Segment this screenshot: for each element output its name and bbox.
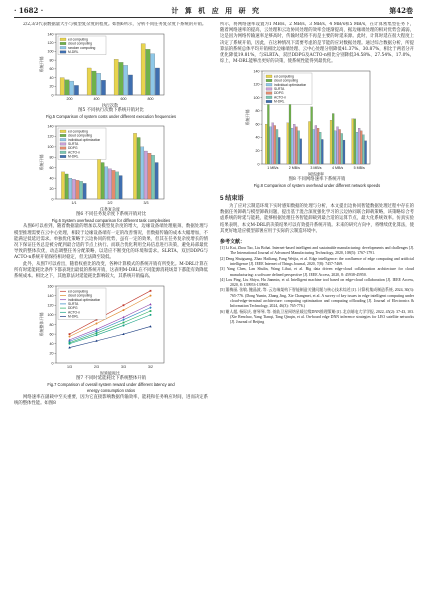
x-tick-label: 1/1 xyxy=(71,200,77,205)
legend-swatch xyxy=(60,155,66,158)
bar xyxy=(276,130,278,165)
bar xyxy=(137,137,140,199)
running-header xyxy=(14,5,413,16)
legend-label: DDPG xyxy=(274,91,284,96)
legend-swatch xyxy=(60,130,66,133)
bar xyxy=(87,68,91,95)
bar xyxy=(155,68,159,95)
legend-label: cloud computing xyxy=(68,41,93,46)
bar xyxy=(321,140,323,165)
fig8-chart xyxy=(220,67,414,177)
legend-swatch xyxy=(60,42,66,45)
legend-label: ed computing xyxy=(68,129,88,134)
legend-label: ACTO-n xyxy=(68,150,81,155)
legend-label: SLRTA xyxy=(274,87,285,92)
y-tick-label: 140 xyxy=(47,294,54,299)
bar xyxy=(101,80,105,95)
y-tick-label: 100 xyxy=(47,313,54,318)
bar xyxy=(83,183,86,199)
legend-label: random computing xyxy=(68,46,96,51)
bar xyxy=(133,133,136,199)
reference-item: [5] 董梅丽, 张敏, 鲍晶波, 等. 云边端架构下智能制造关键问题与核心技术综述 [J]. 计算机集成制造系统, 2024, 30(3): 765-776. (Dong Yumin, Zhang Jing, Xie Changmei, et al. A survey of key issues in edge intelligent computing under cloud-edge-terminal architecture: computing optimization and computing offloading [J]. Journal of Electronics & Information Technology, 2024, 46(3): 765-776.) xyxy=(220,288,414,309)
y-axis-label: 系统开销 xyxy=(245,109,250,126)
y-tick-label: 40 xyxy=(49,76,54,81)
bar xyxy=(119,175,122,198)
data-point xyxy=(122,319,124,322)
legend-label: M-DRL xyxy=(274,100,285,105)
paragraph: 所示，将网络速率设置为1 MB/s、2 MB/s、3 MB/s、4 MB/s和5 MB/s，在计算密集型任务下，随着网络速率的提高，云处理和云边协同处理的效率会逐渐提高，据边缘端处理的相对优势会减弱，这是因为网络传输速率足够高时，传输时延将不再是主要的时延来源。此时，计算时延在很大程度上决定了系统开销，因此，在这种情况下需要考虑的是节能的应对数据处理。通过综合数据分析，所提算法的系统总体平均开销相比边缘端处理、云中心处理分别降低41.37%、30.87%，相比于两者分开优化降低19.81%，与SLRTA、双层DDPG及ACTO-n相比分别降低34.58%、27.54%、17.0%。综上，M-DRL能够出更好的决策，使系统性能得到最优化。 xyxy=(220,22,414,65)
legend-swatch xyxy=(60,134,66,137)
fig8-caption-en: Fig.8 Comparison of system overhead under different network speeds xyxy=(253,183,381,189)
data-point xyxy=(69,333,71,335)
section-heading: 5 结束语 xyxy=(220,195,244,203)
bar xyxy=(339,130,341,165)
bar xyxy=(141,147,144,199)
legend-label: SLRTA xyxy=(68,302,79,307)
y-tick-label: 60 xyxy=(49,165,54,170)
y-tick-label: 0 xyxy=(51,93,54,98)
data-point xyxy=(69,343,71,345)
y-tick-label: 20 xyxy=(49,186,54,191)
y-tick-label: 40 xyxy=(255,136,260,141)
bar xyxy=(289,98,291,164)
y-tick-label: 80 xyxy=(49,323,54,328)
y-tick-label: 20 xyxy=(255,149,260,154)
bar xyxy=(330,121,332,165)
left-column xyxy=(14,22,208,597)
reference-item: [4] Lou Ping, Liu Shiyu, Hu Jianmin, et al. Intelligent machine tool based on edge-cloud collaboration [J]. IEEE Access, 2020, 8: 139953-139965. xyxy=(220,277,414,288)
y-tick-label: 20 xyxy=(49,351,54,356)
y-tick-label: 120 xyxy=(47,303,54,308)
x-tick-label: 5 MB/s xyxy=(353,166,365,171)
data-point xyxy=(149,325,151,327)
data-point xyxy=(95,330,97,333)
data-point xyxy=(96,323,98,325)
y-tick-label: 120 xyxy=(47,134,54,139)
bar xyxy=(119,63,123,96)
paragraph: 从图6可以看到，随着数据量的增加以及模型复杂度的增大，边缘设备端处理瓶颈、数据处理与模型推理需要在云中心处理，相较于边缘设备端有一定的改善情况，但数据传输的成本大幅增加，不能满足低延迟需求。单独优化策略于云边协同的优势，虽有一定的效果，但其在任务复杂度增长的情况下保证任务总是被分配到最合适的节点上执行。而联合优化利用全局信息进行决策，避免局部最优导致的整体次优，动态调整任务分配策略，以适应不断变化的环境和需求。SLRTA、双层DDPG与ACTO-n系统开销保持相对稳定，但无法降至较低。 xyxy=(14,224,208,261)
y-tick-label: 140 xyxy=(253,69,260,74)
paragraph: 2/2,3/3代表数据量大小与模型复杂度的程度。如图6所示，分析不同任务复杂度下系统的开销。 xyxy=(23,22,207,27)
x-axis-label: 网络速率 xyxy=(308,171,324,177)
x-tick-label: 2 MB/s xyxy=(288,166,300,171)
x-axis-label: 任务复杂度 xyxy=(100,206,120,212)
bar xyxy=(141,44,145,95)
y-axis-label: 系统整体开销 xyxy=(39,312,44,337)
data-point xyxy=(123,305,125,307)
y-tick-label: 100 xyxy=(47,49,54,54)
bar xyxy=(151,155,154,199)
x-tick-label: 3/2 xyxy=(148,365,153,370)
bar xyxy=(97,73,101,95)
fig6-caption-en: Fig.6 System overhead comparison for different task complexities xyxy=(51,217,171,223)
fig7-chart xyxy=(14,282,208,376)
bar xyxy=(274,126,276,165)
y-tick-label: 60 xyxy=(49,332,54,337)
bar xyxy=(108,169,111,199)
bar xyxy=(358,129,360,165)
bar xyxy=(151,54,155,95)
fig6-chart xyxy=(14,122,208,212)
y-tick-label: 0 xyxy=(257,162,260,167)
legend-label: individual optimization xyxy=(274,83,307,88)
x-tick-label: 3/3 xyxy=(143,200,149,205)
x-tick-label: 200 xyxy=(66,97,73,102)
bar xyxy=(272,123,274,164)
legend-label: M-DRL xyxy=(68,154,79,159)
y-tick-label: 140 xyxy=(47,124,54,129)
data-point xyxy=(150,295,152,297)
legend xyxy=(58,36,106,55)
legend-swatch xyxy=(60,51,66,54)
bar xyxy=(76,180,79,199)
paragraph: 网络速率在副载中至关重要，因为它直接影响数据传输效率，能耗和任务响应时间，进而决定系统的整体性能。如图8 xyxy=(14,394,208,406)
x-axis-label: 时延能耗比 xyxy=(100,370,120,376)
figure-7 xyxy=(14,282,208,393)
legend-label: ACTO-n xyxy=(274,95,287,100)
legend xyxy=(58,288,106,319)
references-heading: 参考文献： xyxy=(220,239,246,246)
bar xyxy=(146,49,150,95)
x-tick-label: 3/3 xyxy=(121,365,126,370)
bar xyxy=(354,119,356,164)
fig8-caption-cn: 图8 不同网络速率下系统开销 xyxy=(288,177,346,183)
bar xyxy=(270,127,272,164)
legend-label: cloud computing xyxy=(68,293,93,298)
reference-item: [1] Li Kai, Zhou Tao, Liu Bohai. Internet-based intelligent and sustainable manufacturing: developments and challenges [J]. The International Journal of Advanced Manufacturing Technology, 2020, 108(5): 1767-1791. xyxy=(220,246,414,256)
legend-swatch xyxy=(266,96,272,99)
bar xyxy=(101,162,104,199)
legend-swatch xyxy=(266,88,272,91)
data-point xyxy=(123,309,125,311)
bar xyxy=(287,123,289,164)
y-tick-label: 40 xyxy=(49,342,54,347)
bar xyxy=(97,158,100,199)
legend xyxy=(264,73,312,104)
y-tick-label: 0 xyxy=(51,197,54,202)
y-tick-label: 160 xyxy=(47,284,54,289)
data-point xyxy=(123,325,125,327)
bar xyxy=(365,141,367,164)
x-tick-label: 800 xyxy=(147,97,154,102)
legend-label: ed computing xyxy=(68,289,88,294)
paragraph: 为了应对云制造环境下实时感知数据的处理与分析，本文提出边协同智能数据处理过程中存在的数据任务卸载与模型卸载问题，提出基于混合深度强化学习的云边协同联合卸载策略，该策略综合考虑系统的时延与能耗，能够根据处理任务智能卸载到最合适的运算节点，最大化系统效率。仿真实验结果表明，本文M-DRL的决策结果可以有效提升系统开销。未来的研究方向中，将继续优化算法，使其更好地适应模型部署应用于实际的云制造环境中。 xyxy=(220,204,414,234)
fig7-caption-cn: 图7 不同时延能耗比下系统整体开销 xyxy=(75,376,147,382)
paragraph: 此外，从图7可以看出，随着权重比的改变，各种计算模式的系统开销有所变化。M-DRL计算在所有时延能耗比条件下都表现出最低的系统开销，这表明M-DRL在不同能源消耗场景下都能有效降低系统成本。相比之下，其他算法对延能耗比影响较大，其系统开销偏高。 xyxy=(14,261,208,280)
bar xyxy=(291,129,293,165)
fig5-chart xyxy=(14,30,208,108)
bar xyxy=(341,134,343,165)
y-tick-label: 100 xyxy=(253,96,260,101)
fig7-caption-en-2: energy consumption ratios xyxy=(86,387,135,393)
bar xyxy=(72,179,75,199)
bar xyxy=(144,151,147,199)
y-tick-label: 0 xyxy=(51,361,54,366)
bar xyxy=(332,114,334,164)
legend-swatch xyxy=(266,101,272,104)
bar xyxy=(124,66,128,96)
figure-5 xyxy=(14,30,208,120)
y-tick-label: 80 xyxy=(49,58,54,63)
legend-swatch xyxy=(60,151,66,154)
legend-label: M-DRL xyxy=(68,50,79,55)
figure-8 xyxy=(220,67,414,189)
data-point xyxy=(150,310,152,312)
y-tick-label: 60 xyxy=(255,122,260,127)
fig6-caption-cn: 图6 不同任务复杂度下系统开销对比 xyxy=(75,211,147,217)
x-tick-label: 2/3 xyxy=(94,365,99,370)
bar xyxy=(356,133,358,165)
legend-label: cloud computing xyxy=(68,133,93,138)
y-axis-label: 系统开销 xyxy=(39,154,44,171)
header-rule xyxy=(14,17,413,18)
legend-label: ed computing xyxy=(68,37,88,42)
x-tick-label: 2/2 xyxy=(107,200,113,205)
legend-swatch xyxy=(60,38,66,41)
x-tick-label: 1/3 xyxy=(67,365,72,370)
bar xyxy=(155,162,158,199)
reference-item: [3] Yang Chen, Lan Shulin, Wang Lihui, et al. Big data driven edge-cloud collaboration architecture for cloud manufacturing: a software defined perspective [J]. IEEE Access, 2020, 8: 45938-45950. xyxy=(220,267,414,277)
bar xyxy=(128,75,132,95)
legend-swatch xyxy=(60,142,66,145)
bar xyxy=(69,178,72,199)
bar xyxy=(362,135,364,164)
bar xyxy=(79,181,82,199)
bar xyxy=(295,127,297,164)
legend-swatch xyxy=(266,92,272,95)
bar xyxy=(360,131,362,164)
data-point xyxy=(149,307,151,310)
legend-label: DDPG xyxy=(68,306,78,311)
x-axis-label: 执行次数 xyxy=(102,102,118,108)
volume-label: 第42卷 xyxy=(389,5,413,15)
data-point xyxy=(69,336,71,338)
legend-swatch xyxy=(266,80,272,83)
y-tick-label: 120 xyxy=(253,83,260,88)
y-tick-label: 140 xyxy=(47,32,54,37)
bar xyxy=(298,131,300,164)
data-point xyxy=(150,290,152,292)
bar xyxy=(293,125,295,165)
bar xyxy=(308,122,310,165)
fig5-caption-cn: 图5 不同执行次数下系统开销对比 xyxy=(78,108,144,114)
y-tick-label: 20 xyxy=(49,84,54,89)
bar xyxy=(352,119,354,164)
fig7-caption-en-1: Fig.7 Comparison of overall system reward under different latency and xyxy=(47,382,175,388)
legend-label: M-DRL xyxy=(68,314,79,319)
reference-item: [2] Deng Shuiguang, Zhao Hailiang, Fang Weijia, et al. Edge intelligence: the confluence of edge computing and artificial intelligence [J]. IEEE Internet of Things Journal, 2020, 7(8): 7457-7469. xyxy=(220,256,414,266)
legend-swatch xyxy=(60,47,66,50)
bar xyxy=(70,81,74,95)
legend-label: ACTO-n xyxy=(68,310,81,315)
right-column xyxy=(220,22,414,597)
legend-label: individual optimization xyxy=(68,298,101,303)
y-axis-label: 系统开销 xyxy=(39,56,44,73)
figure-6 xyxy=(14,122,208,224)
y-tick-label: 100 xyxy=(47,144,54,149)
y-tick-label: 60 xyxy=(49,67,54,72)
legend-label: SLRTA xyxy=(68,141,79,146)
legend-label: cloud computing xyxy=(274,79,299,84)
x-tick-label: 3 MB/s xyxy=(310,166,322,171)
y-tick-label: 80 xyxy=(255,109,260,114)
data-point xyxy=(149,303,151,305)
bar xyxy=(315,126,317,165)
bar xyxy=(115,172,118,199)
legend-swatch xyxy=(60,147,66,150)
y-tick-label: 80 xyxy=(49,155,54,160)
reference-item: [6] 谢人超, 杨际庆, 唐琴琴, 等. 低轨卫星网络星载边缘DNN推理策略 [J]. 北京邮电大学学报, 2022, 45(2): 37-43, 103. (Xie Renchao, Yang Tianqi, Tang Qinqin, et al. On-board edge DNN inference strategies for LEO satellite networks [J]. Journal of Beijing xyxy=(220,309,414,325)
fig5-caption-en: Fig.5 Comparison of system costs under different execution frequencies xyxy=(45,114,177,119)
bar xyxy=(337,127,339,164)
data-point xyxy=(96,332,98,334)
legend-swatch xyxy=(266,84,272,87)
data-point xyxy=(123,322,125,324)
bar xyxy=(105,166,108,198)
legend-label: individual optimization xyxy=(68,137,101,142)
bar xyxy=(114,59,118,95)
bar xyxy=(265,125,267,165)
x-tick-label: 600 xyxy=(120,97,127,102)
reference-list xyxy=(220,246,414,325)
bar xyxy=(278,138,280,165)
bar xyxy=(334,131,336,164)
bar xyxy=(65,174,68,199)
data-point xyxy=(96,334,98,336)
bar xyxy=(60,78,64,95)
bar xyxy=(300,139,302,164)
legend-label: ed computing xyxy=(274,74,294,79)
legend xyxy=(58,128,106,159)
data-point xyxy=(150,314,152,316)
x-tick-label: 1 MB/s xyxy=(267,166,279,171)
bar xyxy=(61,172,64,199)
bar xyxy=(343,141,345,165)
legend-swatch xyxy=(266,75,272,78)
bar xyxy=(148,153,151,199)
bar xyxy=(319,133,321,165)
bar xyxy=(92,71,96,95)
y-tick-label: 120 xyxy=(47,41,54,46)
x-tick-label: 400 xyxy=(93,97,100,102)
y-tick-label: 40 xyxy=(49,176,54,181)
bar xyxy=(317,129,319,165)
journal-title: 计 算 机 应 用 研 究 xyxy=(171,5,262,15)
bar xyxy=(65,80,69,95)
page-number: · 1682 · xyxy=(14,6,44,15)
bar xyxy=(313,130,315,165)
bar xyxy=(112,170,115,199)
x-tick-label: 4 MB/s xyxy=(332,166,344,171)
bar xyxy=(74,86,78,96)
legend-swatch xyxy=(60,138,66,141)
bar xyxy=(311,107,313,164)
legend-label: DDPG xyxy=(68,145,78,150)
